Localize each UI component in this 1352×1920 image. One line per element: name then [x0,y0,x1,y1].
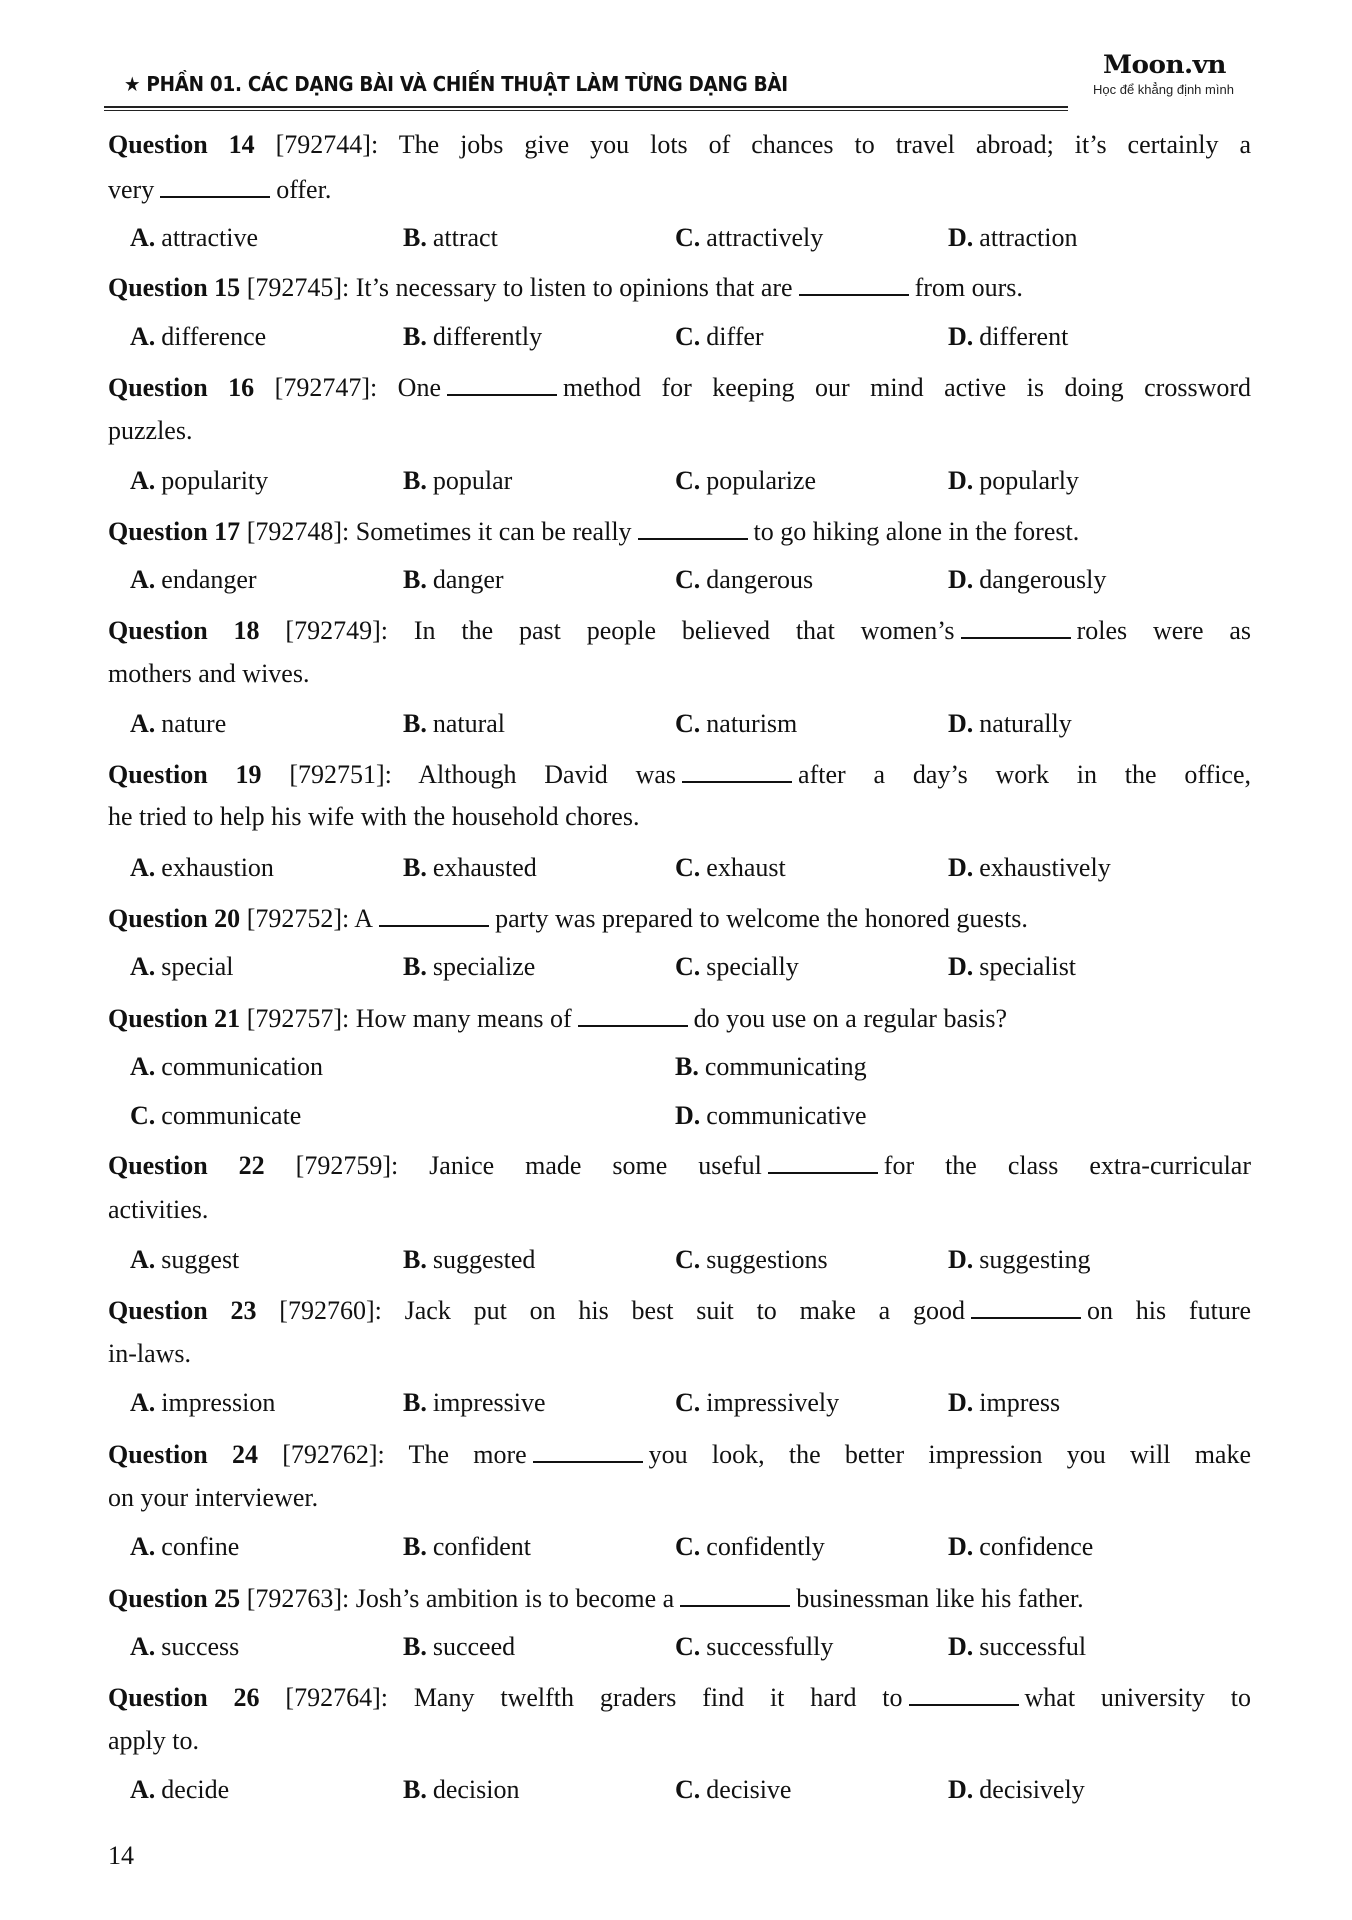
question-18 [108,615,1251,646]
option-text: communicate [161,1101,302,1130]
question-text: : Jack put on his best suit to make a good [374,1296,966,1325]
option-c [675,1775,791,1805]
option-text: attract [432,223,498,252]
option-text: attractively [706,223,824,252]
option-b [403,1388,546,1418]
option-letter: B. [403,322,427,351]
option-letter: A. [130,1052,156,1081]
option-a [130,1052,323,1082]
answer-blank [680,1583,790,1607]
option-d [948,1388,1060,1418]
question-text: : The more [377,1440,527,1469]
question-id: [792760] [279,1296,375,1325]
answer-blank [160,174,270,198]
option-d [948,1245,1091,1275]
question-label: Question 24 [108,1440,258,1469]
question-23 [108,1295,1251,1326]
option-text: communication [161,1052,324,1081]
question-text: offer. [276,175,332,204]
option-text: succeed [432,1632,516,1661]
question-label: Question 23 [108,1296,257,1325]
option-text: impressive [432,1388,546,1417]
option-text: success [161,1632,240,1661]
option-letter: B. [403,709,427,738]
option-letter: C. [675,1532,701,1561]
question-label: Question 25 [108,1584,241,1613]
option-text: popularize [706,466,817,495]
moon-logo: Moon.vn [1103,50,1226,79]
option-text: exhausted [432,853,537,882]
option-d [948,223,1077,253]
option-b [403,1632,515,1662]
answer-blank [909,1682,1019,1706]
option-letter: A. [130,1388,156,1417]
option-c [675,1532,825,1562]
option-text: differently [432,322,543,351]
option-letter: C. [675,322,701,351]
option-letter: C. [675,466,701,495]
page-number: 14 [108,1841,134,1870]
option-letter: C. [675,565,701,594]
option-text: dangerously [979,565,1107,594]
option-c [675,466,816,496]
option-b [403,853,537,883]
option-a [130,952,233,982]
option-text: suggestions [706,1245,828,1274]
option-letter: B. [403,466,427,495]
option-letter: B. [403,1532,427,1561]
question-text: : Many twelfth graders find it hard to [380,1683,903,1712]
option-text: endanger [161,565,257,594]
option-letter: D. [948,466,974,495]
option-text: nature [161,709,227,738]
option-c [675,1632,833,1662]
option-text: differ [706,322,764,351]
answer-blank [447,372,557,396]
option-c [130,1101,301,1131]
option-d [675,1101,867,1131]
option-a [130,565,257,595]
question-17 [108,516,1079,547]
question-text: after a day’s work in the office, [798,760,1251,789]
question-text: do you use on a regular basis? [693,1004,1007,1033]
question-25 [108,1583,1084,1614]
option-text: specialize [432,952,536,981]
question-id: [792757] [246,1004,343,1033]
option-b [403,1775,520,1805]
option-letter: A. [130,952,156,981]
question-text: you look, the better impression you will make [648,1440,1252,1469]
section-title [124,72,788,96]
option-d [948,565,1106,595]
option-text: successfully [706,1632,834,1661]
option-text: exhaustively [979,853,1111,882]
question-id: [792764] [285,1683,381,1712]
question-id: [792745] [246,273,343,302]
option-letter: A. [130,709,156,738]
option-b [403,565,504,595]
question-24 [108,1439,1251,1470]
question-text: on his future [1087,1296,1252,1325]
option-b [403,223,498,253]
question-label: Question 18 [108,616,260,645]
question-id: [792751] [289,760,385,789]
answer-blank [768,1150,878,1174]
option-b [403,709,505,739]
option-letter: D. [675,1101,701,1130]
question-id: [792752] [246,904,343,933]
option-letter: D. [948,1775,974,1804]
option-d [948,322,1068,352]
option-a [130,709,226,739]
option-b [403,1245,535,1275]
option-letter: C. [675,853,701,882]
option-text: suggest [161,1245,240,1274]
option-c [675,709,797,739]
option-letter: A. [130,466,156,495]
option-a [130,1388,275,1418]
option-a [130,853,274,883]
option-a [130,1245,239,1275]
option-text: naturally [979,709,1072,738]
option-letter: A. [130,322,156,351]
answer-blank [638,516,748,540]
option-letter: B. [403,1388,427,1417]
question-text: roles were as [1076,616,1251,645]
option-d [948,952,1076,982]
question-14-line2 [108,174,331,205]
option-letter: C. [675,952,701,981]
option-letter: C. [675,1245,701,1274]
question-text: what university to [1024,1683,1251,1712]
option-d [948,1532,1093,1562]
question-label: Question 19 [108,760,262,789]
option-letter: D. [948,565,974,594]
question-text: : Josh’s ambition is to become a [342,1584,675,1613]
question-text: : In the past people believed that women’s [380,616,955,645]
question-label: Question 16 [108,373,255,402]
question-22-line2: activities. [108,1195,209,1224]
option-letter: B. [403,1632,427,1661]
option-text: popular [432,466,513,495]
option-text: decisively [979,1775,1085,1804]
option-b [403,1532,531,1562]
option-a [130,1532,239,1562]
answer-blank [578,1003,688,1027]
option-c [675,1388,839,1418]
question-text: to go hiking alone in the forest. [753,517,1080,546]
option-letter: D. [948,1388,974,1417]
question-26 [108,1682,1251,1713]
option-text: impress [979,1388,1061,1417]
option-text: attraction [979,223,1078,252]
option-letter: A. [130,1245,156,1274]
option-text: different [979,322,1069,351]
option-text: confine [161,1532,240,1561]
option-letter: A. [130,565,156,594]
option-letter: A. [130,1532,156,1561]
answer-blank [533,1439,643,1463]
option-letter: B. [403,853,427,882]
question-text: : One [369,373,441,402]
section-title-text: PHẦN 01. CÁC DẠNG BÀI VÀ CHIẾN THUẬT LÀM TỪNG DẠNG BÀI [146,72,788,96]
option-text: special [161,952,234,981]
question-id: [792762] [282,1440,378,1469]
option-text: danger [432,565,504,594]
question-label: Question 21 [108,1004,241,1033]
option-text: confidence [979,1532,1094,1561]
question-text: : How many means of [342,1004,572,1033]
question-21 [108,1003,1007,1034]
option-b [675,1052,867,1082]
option-a [130,322,266,352]
option-letter: D. [948,1632,974,1661]
option-text: impressively [706,1388,840,1417]
question-text: : A [342,904,374,933]
question-26-line2: apply to. [108,1726,199,1755]
option-text: suggesting [979,1245,1091,1274]
question-23-line2: in-laws. [108,1339,192,1368]
question-16 [108,372,1251,403]
question-18-line2: mothers and wives. [108,659,310,688]
question-15 [108,272,1023,303]
option-d [948,709,1072,739]
question-22 [108,1150,1251,1181]
option-text: naturism [706,709,798,738]
option-text: specialist [979,952,1077,981]
option-text: popularity [161,466,269,495]
star-icon: ★ [124,72,141,96]
header-double-rule [104,106,1068,111]
option-letter: B. [403,1245,427,1274]
option-c [675,565,813,595]
option-text: communicative [706,1101,867,1130]
option-c [675,952,799,982]
answer-blank [799,272,909,296]
option-letter: C. [130,1101,156,1130]
option-text: natural [432,709,506,738]
question-label: Question 20 [108,904,241,933]
question-text: businessman like his father. [796,1584,1084,1613]
option-letter: C. [675,1632,701,1661]
question-text: party was prepared to welcome the honored guests. [495,904,1028,933]
option-c [675,853,786,883]
option-b [403,322,542,352]
option-a [130,1632,239,1662]
option-d [948,853,1111,883]
answer-blank [961,615,1071,639]
question-text: : Although David was [384,760,677,789]
option-letter: B. [403,565,427,594]
option-letter: C. [675,1388,701,1417]
option-d [948,1632,1086,1662]
question-19 [108,759,1251,790]
question-label: Question 17 [108,517,241,546]
option-letter: C. [675,223,701,252]
question-label: Question 22 [108,1151,265,1180]
option-a [130,223,258,253]
option-c [675,1245,828,1275]
option-letter: B. [403,223,427,252]
option-letter: D. [948,322,974,351]
question-20 [108,903,1028,934]
question-id: [792759] [295,1151,391,1180]
question-text: : It’s necessary to listen to opinions that are [342,273,793,302]
option-text: attractive [161,223,258,252]
option-a [130,1775,229,1805]
option-text: exhaustion [161,853,274,882]
option-text: exhaust [706,853,786,882]
option-text: suggested [432,1245,536,1274]
option-letter: D. [948,952,974,981]
option-d [948,466,1079,496]
question-text: for the class extra-curricular [883,1151,1252,1180]
option-text: communicating [704,1052,867,1081]
option-letter: A. [130,1775,156,1804]
option-c [675,322,764,352]
question-label: Question 26 [108,1683,260,1712]
option-a [130,466,268,496]
question-text: : Sometimes it can be really [342,517,632,546]
option-letter: B. [675,1052,699,1081]
option-text: decisive [706,1775,792,1804]
option-letter: D. [948,709,974,738]
answer-blank [379,903,489,927]
option-text: confidently [706,1532,825,1561]
answer-blank [682,759,792,783]
question-id: [792747] [274,373,370,402]
option-letter: D. [948,1532,974,1561]
answer-blank [971,1295,1081,1319]
option-letter: A. [130,853,156,882]
question-19-line2: he tried to help his wife with the household chores. [108,802,640,831]
option-text: successful [979,1632,1087,1661]
option-text: difference [161,322,267,351]
question-24-line2: on your interviewer. [108,1483,319,1512]
question-id: [792749] [285,616,381,645]
option-letter: B. [403,1775,427,1804]
logo-tagline: Học để khẳng định mình [1093,82,1234,97]
question-text: : The jobs give you lots of chances to travel abroad; it’s certainly a [370,130,1252,159]
question-text: from ours. [914,273,1023,302]
option-d [948,1775,1085,1805]
question-14 [108,130,1251,160]
question-label: Question 15 [108,273,241,302]
option-text: decision [432,1775,520,1804]
option-letter: B. [403,952,427,981]
question-id: [792748] [246,517,343,546]
question-text: very [108,175,155,204]
option-letter: A. [130,1632,156,1661]
option-letter: C. [675,709,701,738]
option-letter: D. [948,853,974,882]
option-c [675,223,823,253]
question-text: method for keeping our mind active is doing crossword [563,373,1252,402]
option-letter: D. [948,223,974,252]
option-letter: C. [675,1775,701,1804]
option-letter: A. [130,223,156,252]
question-text: : Janice made some useful [390,1151,762,1180]
option-letter: D. [948,1245,974,1274]
option-text: decide [161,1775,230,1804]
question-id: [792763] [246,1584,343,1613]
question-label: Question 14 [108,130,255,159]
option-text: confident [432,1532,532,1561]
option-text: popularly [979,466,1079,495]
question-16-line2: puzzles. [108,416,193,445]
option-text: specially [706,952,799,981]
option-b [403,952,535,982]
option-b [403,466,512,496]
question-id: [792744] [275,130,371,159]
option-text: dangerous [706,565,814,594]
option-text: impression [161,1388,276,1417]
